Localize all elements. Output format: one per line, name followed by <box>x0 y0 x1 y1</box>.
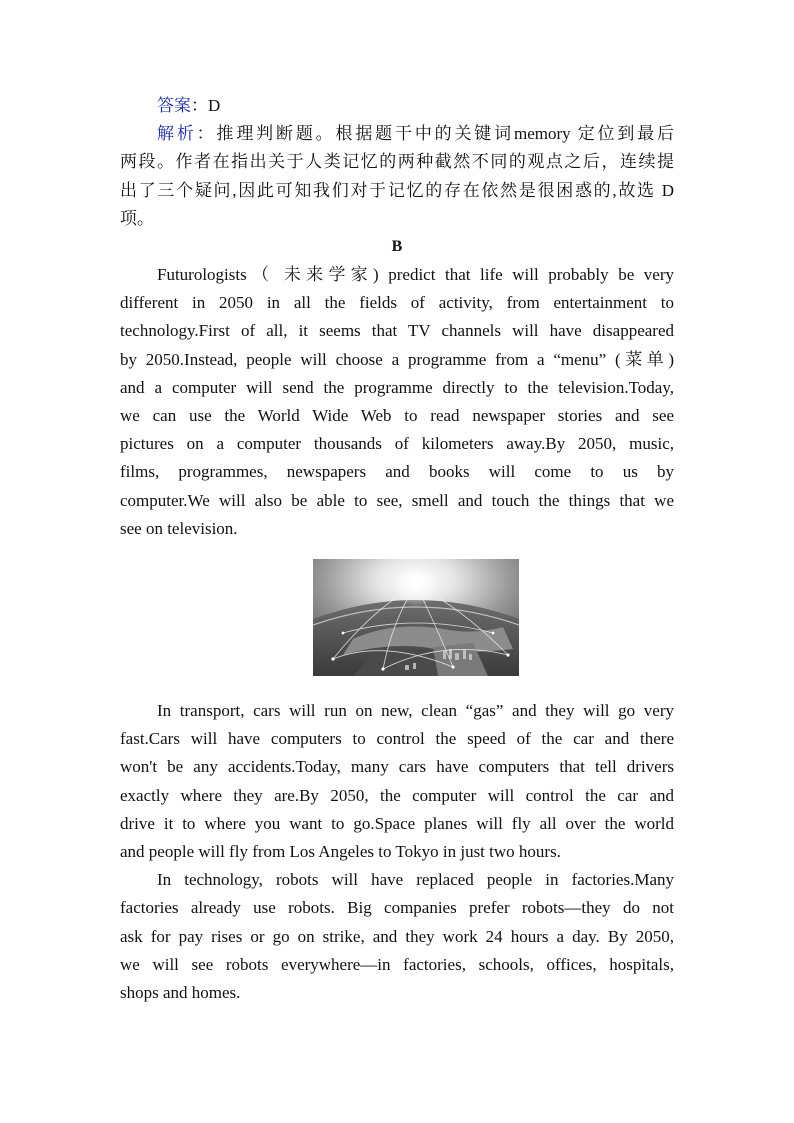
paragraph-line: different in 2050 in all the fields of activity, from entertainment to <box>120 293 674 313</box>
analysis-line-4: 项。 <box>120 208 154 228</box>
paragraph-line: see on television. <box>120 518 238 538</box>
paragraph-line: exactly where they are.By 2050, the computer will control the car and <box>120 785 674 805</box>
analysis-label: 解析 <box>157 124 197 144</box>
paragraph-line: films, programmes, newspapers and books will come to us by <box>120 462 674 482</box>
paragraph-line: we can use the World Wide Web to read newspaper stories and see <box>120 406 674 426</box>
answer-label: 答案 <box>157 96 191 115</box>
paragraph-line: shops and homes. <box>120 983 241 1003</box>
paragraph-1 <box>120 261 674 543</box>
paragraph-line: In transport, cars will run on new, clean “gas” and they will go very <box>157 701 674 721</box>
paragraph-line: computer.We will also be able to see, smell and touch the things that we <box>120 490 674 510</box>
paragraph-line: ask for pay rises or go on strike, and they work 24 hours a day. By 2050, <box>120 926 674 946</box>
analysis-line-2: 两段。作者在指出关于人类记忆的两种截然不同的观点之后，连续提 <box>120 152 674 172</box>
answer-value: D <box>208 96 221 115</box>
document-page <box>120 92 674 1007</box>
answer-colon: ： <box>191 96 208 115</box>
paragraph-line: and people will fly from Los Angeles to Tokyo in just two hours. <box>120 842 561 862</box>
paragraph-line: fast.Cars will have computers to control the speed of the car and there <box>120 729 674 749</box>
section-label: B <box>391 238 403 256</box>
paragraph-line: pictures on a computer thousands of kilometers away.By 2050, music, <box>120 434 674 454</box>
city-network-photo <box>313 559 519 676</box>
paragraph-line: factories already use robots. Big companies prefer robots—they do not <box>120 898 674 918</box>
analysis-colon: ： <box>196 124 217 144</box>
paragraph-line: technology.First of all, it seems that TV channels will have disappeared <box>120 321 674 341</box>
paragraph-line: drive it to where you want to go.Space planes will fly all over the world <box>120 813 674 833</box>
paragraph-line: won't be any accidents.Today, many cars have computers that tell drivers <box>120 757 674 777</box>
paragraph-2 <box>120 697 674 866</box>
paragraph-line: we will see robots everywhere—in factories, schools, offices, hospitals, <box>120 954 674 974</box>
analysis-line-3: 出了三个疑问,因此可知我们对于记忆的存在依然是很困惑的,故选 D <box>120 180 674 200</box>
answer-line <box>120 92 674 120</box>
paragraph-line: In technology, robots will have replaced people in factories.Many <box>157 870 674 890</box>
analysis-text-1: 推理判断题。根据题干中的关键词memory 定位到最后 <box>216 124 675 144</box>
paragraph-line: by 2050.Instead, people will choose a programme from a “menu” (菜单) <box>120 349 674 369</box>
analysis-line-1 <box>120 120 674 148</box>
paragraph-line: and a computer will send the programme directly to the television.Today, <box>120 377 674 397</box>
figure-container <box>120 543 674 697</box>
paragraph-line: Futurologists（ 未来学家) predict that life will probably be very <box>157 265 674 285</box>
paragraph-3 <box>120 866 674 1007</box>
